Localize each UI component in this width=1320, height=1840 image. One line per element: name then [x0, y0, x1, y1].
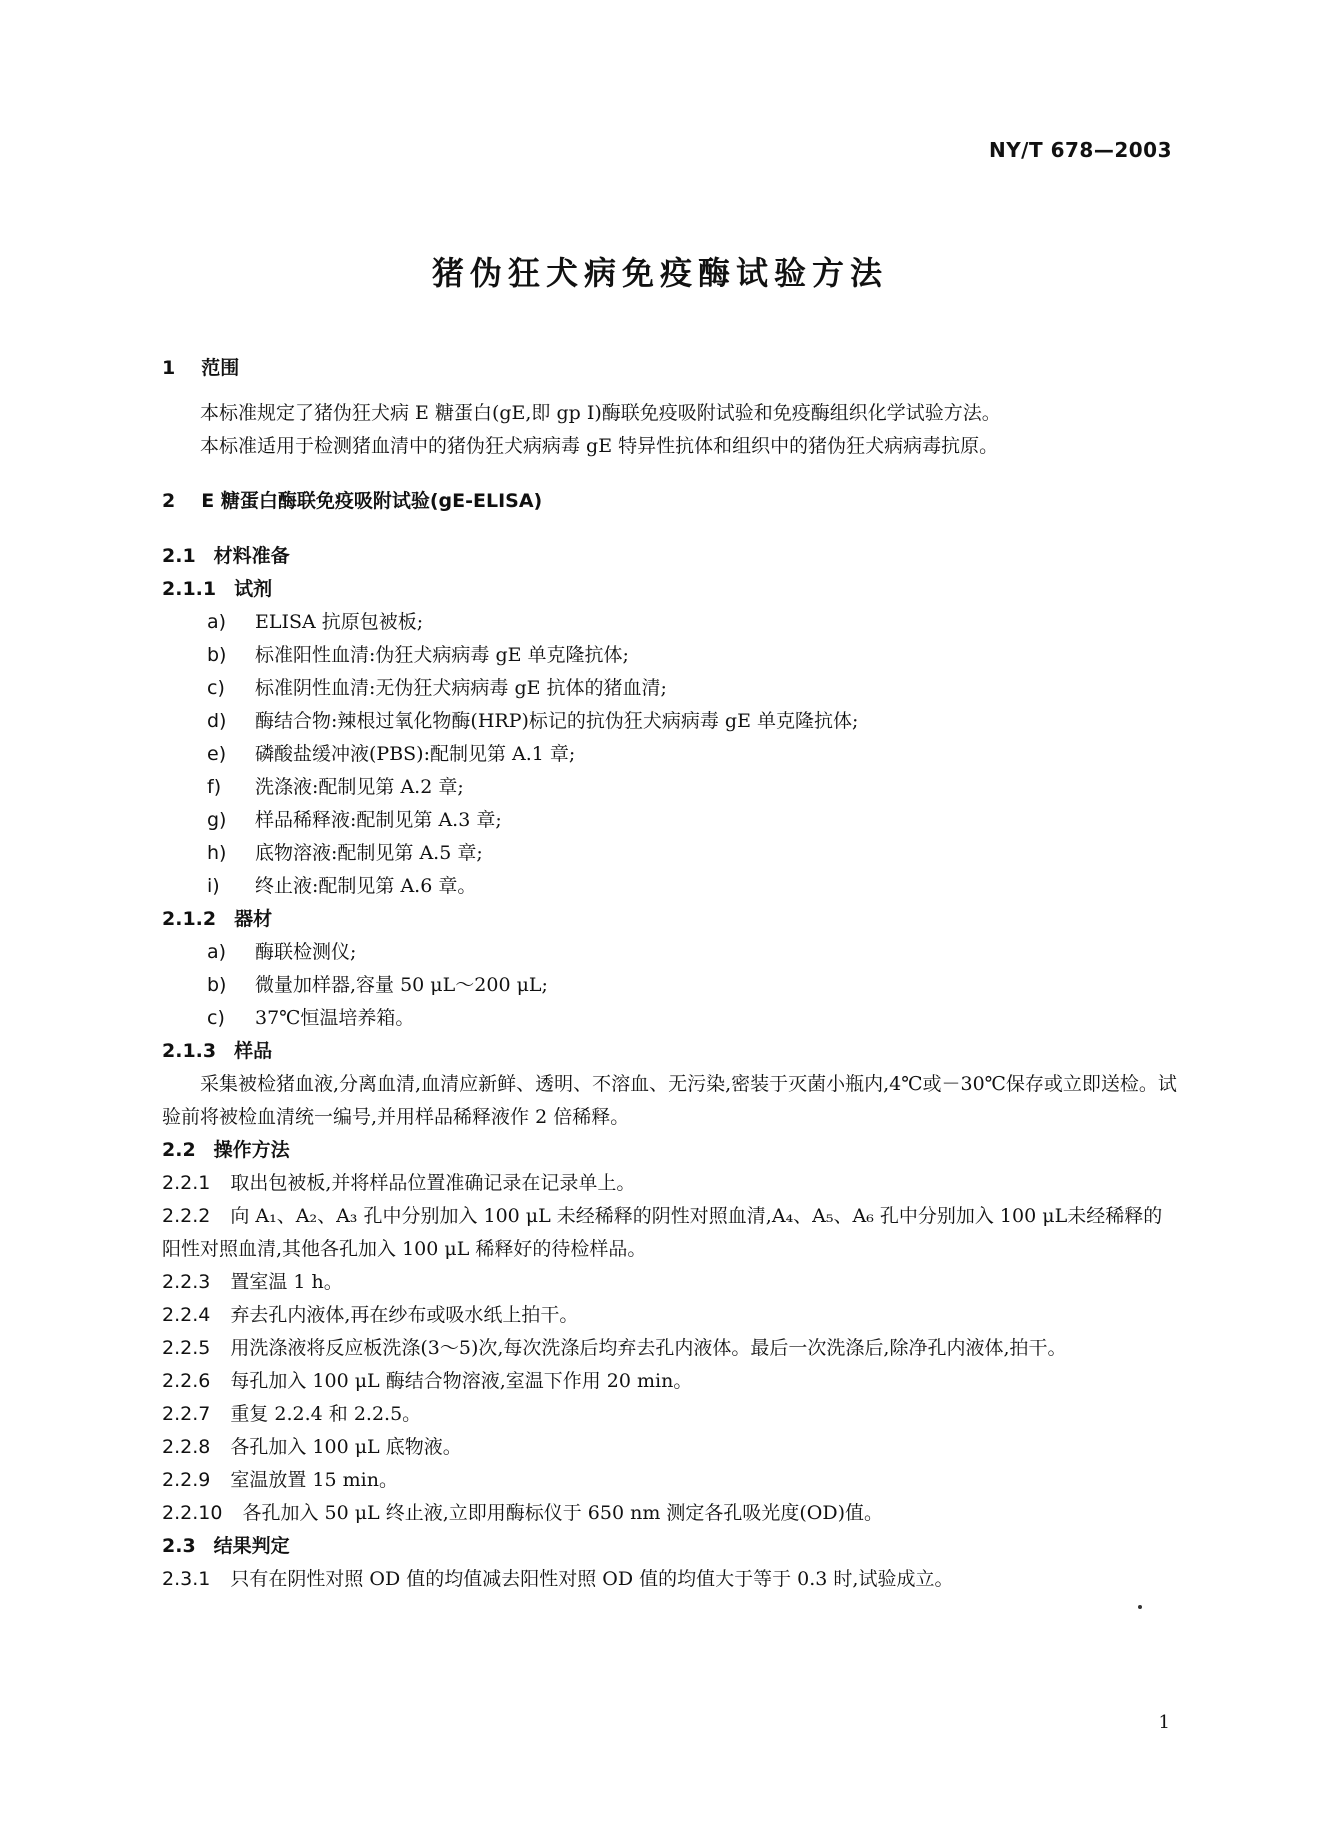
list-text: 标准阴性血清:无伪狂犬病病毒 gE 抗体的猪血清;	[255, 677, 667, 699]
list-item	[162, 837, 1177, 870]
step-number: 2.2.7	[162, 1403, 211, 1425]
list-label: h)	[207, 842, 227, 864]
step-number: 2.2.10	[162, 1502, 223, 1524]
page-number: 1	[1158, 1712, 1170, 1733]
procedure-step	[162, 1398, 1177, 1431]
section-heading	[162, 352, 1177, 385]
list-item	[162, 870, 1177, 903]
step-number: 2.2.8	[162, 1436, 211, 1458]
document-body	[162, 352, 1177, 1596]
section-number: 1	[162, 357, 176, 379]
step-number: 2.2.9	[162, 1469, 211, 1491]
list-text: 终止液:配制见第 A.6 章。	[255, 875, 477, 897]
step-text: 重复 2.2.4 和 2.2.5。	[230, 1403, 422, 1425]
scan-speck	[1138, 1605, 1142, 1609]
list-label: c)	[207, 1007, 225, 1029]
subsection-title: 结果判定	[213, 1535, 290, 1557]
list-label: d)	[207, 710, 227, 732]
list-label: a)	[207, 941, 227, 963]
step-text: 取出包被板,并将样品位置准确记录在记录单上。	[230, 1172, 636, 1194]
section-title: E 糖蛋白酶联免疫吸附试验(gE-ELISA)	[201, 490, 543, 512]
list-label: b)	[207, 644, 227, 666]
procedure-step	[162, 1497, 1177, 1530]
list-text: 洗涤液:配制见第 A.2 章;	[255, 776, 464, 798]
paragraph: 采集被检猪血液,分离血清,血清应新鲜、透明、不溶血、无污染,密装于灭菌小瓶内,4℃或－30℃保存或立即送检。试验前将被检血清统一编号,并用样品稀释液作 2 倍稀释。	[162, 1073, 1177, 1128]
procedure-step	[162, 1563, 1177, 1596]
step-text: 各孔加入 50 μL 终止液,立即用酶标仪于 650 nm 测定各孔吸光度(OD)值。	[242, 1502, 884, 1524]
list-item	[162, 936, 1177, 969]
standard-code: NY/T 678—2003	[988, 138, 1172, 162]
step-number: 2.2.1	[162, 1172, 211, 1194]
procedure-step	[162, 1332, 1177, 1365]
procedure-step	[162, 1200, 1177, 1266]
subsection-heading	[162, 540, 1177, 573]
step-text: 每孔加入 100 μL 酶结合物溶液,室温下作用 20 min。	[230, 1370, 693, 1392]
list-item	[162, 639, 1177, 672]
procedure-step	[162, 1167, 1177, 1200]
step-text: 只有在阴性对照 OD 值的均值减去阳性对照 OD 值的均值大于等于 0.3 时,试验成立。	[230, 1568, 954, 1590]
section-number: 2	[162, 490, 176, 512]
subsection-number: 2.1.3	[162, 1040, 217, 1062]
procedure-step	[162, 1431, 1177, 1464]
step-text: 弃去孔内液体,再在纱布或吸水纸上拍干。	[230, 1304, 579, 1326]
list-item	[162, 771, 1177, 804]
subsection-title: 试剂	[234, 578, 273, 600]
procedure-step	[162, 1365, 1177, 1398]
procedure-step	[162, 1299, 1177, 1332]
step-number: 2.2.5	[162, 1337, 211, 1359]
subsection-title: 器材	[234, 908, 273, 930]
subsection-number: 2.1.2	[162, 908, 217, 930]
section-title: 范围	[201, 357, 240, 379]
list-text: 37℃恒温培养箱。	[255, 1007, 415, 1029]
list-text: 标准阳性血清:伪狂犬病病毒 gE 单克隆抗体;	[255, 644, 629, 666]
subsection-heading	[162, 1035, 1177, 1068]
subsection-number: 2.2	[162, 1139, 196, 1161]
step-number: 2.2.2	[162, 1205, 211, 1227]
list-text: 酶结合物:辣根过氧化物酶(HRP)标记的抗伪狂犬病病毒 gE 单克隆抗体;	[255, 710, 859, 732]
paragraph: 本标准规定了猪伪狂犬病 E 糖蛋白(gE,即 gp Ⅰ)酶联免疫吸附试验和免疫酶组织化学试验方法。	[200, 402, 1001, 424]
list-text: 底物溶液:配制见第 A.5 章;	[255, 842, 483, 864]
subsection-heading	[162, 1530, 1177, 1563]
subsection-title: 材料准备	[213, 545, 290, 567]
subsection-heading	[162, 903, 1177, 936]
list-label: g)	[207, 809, 227, 831]
procedure-step	[162, 1266, 1177, 1299]
step-number: 2.2.4	[162, 1304, 211, 1326]
list-item	[162, 672, 1177, 705]
procedure-step	[162, 1464, 1177, 1497]
list-item	[162, 804, 1177, 837]
list-item	[162, 738, 1177, 771]
list-text: 酶联检测仪;	[255, 941, 357, 963]
list-text: 样品稀释液:配制见第 A.3 章;	[255, 809, 502, 831]
step-text: 室温放置 15 min。	[230, 1469, 398, 1491]
subsection-heading	[162, 573, 1177, 606]
subsection-title: 样品	[234, 1040, 273, 1062]
step-text: 用洗涤液将反应板洗涤(3～5)次,每次洗涤后均弃去孔内液体。最后一次洗涤后,除净孔内液体,拍干。	[230, 1337, 1067, 1359]
subsection-number: 2.1.1	[162, 578, 217, 600]
subsection-number: 2.1	[162, 545, 196, 567]
step-text: 向 A₁、A₂、A₃ 孔中分别加入 100 μL 未经稀释的阴性对照血清,A₄、A₅、A₆ 孔中分别加入 100 μL未经稀释的阳性对照血清,其他各孔加入 100 μL 稀释好的待检样品。	[162, 1205, 1163, 1260]
list-label: c)	[207, 677, 225, 699]
section-heading	[162, 485, 1177, 518]
step-number: 2.2.6	[162, 1370, 211, 1392]
subsection-number: 2.3	[162, 1535, 196, 1557]
list-label: i)	[207, 875, 220, 897]
list-item	[162, 606, 1177, 639]
document-title: 猪伪狂犬病免疫酶试验方法	[431, 254, 888, 292]
step-text: 置室温 1 h。	[230, 1271, 343, 1293]
list-item	[162, 969, 1177, 1002]
list-text: ELISA 抗原包被板;	[255, 611, 424, 633]
list-text: 微量加样器,容量 50 μL～200 μL;	[255, 974, 548, 996]
list-item	[162, 705, 1177, 738]
list-label: a)	[207, 611, 227, 633]
list-text: 磷酸盐缓冲液(PBS):配制见第 A.1 章;	[255, 743, 576, 765]
subsection-title: 操作方法	[213, 1139, 290, 1161]
step-number: 2.3.1	[162, 1568, 211, 1590]
step-number: 2.2.3	[162, 1271, 211, 1293]
list-label: f)	[207, 776, 222, 798]
paragraph: 本标准适用于检测猪血清中的猪伪狂犬病病毒 gE 特异性抗体和组织中的猪伪狂犬病病毒抗原。	[200, 435, 999, 457]
list-label: b)	[207, 974, 227, 996]
list-item	[162, 1002, 1177, 1035]
step-text: 各孔加入 100 μL 底物液。	[230, 1436, 462, 1458]
list-label: e)	[207, 743, 227, 765]
subsection-heading	[162, 1134, 1177, 1167]
